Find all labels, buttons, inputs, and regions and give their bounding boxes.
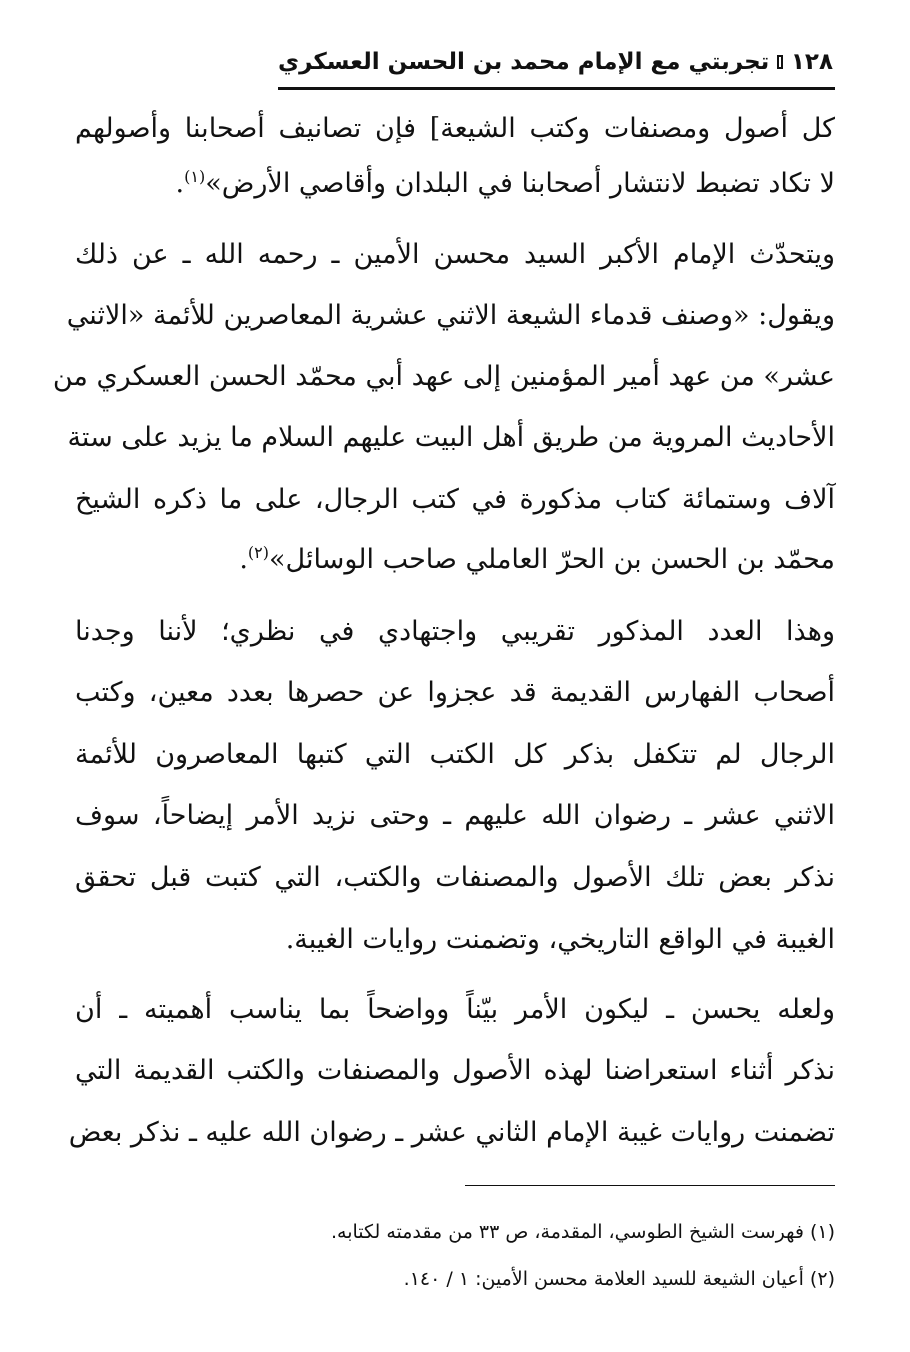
page-number: ١٢٨ <box>790 49 833 75</box>
body-line-17: تضمنت روايات غيبة الإمام الثاني عشر ـ رضوان الله عليه ـ نذكر بعض <box>68 1117 835 1148</box>
body-line-10: أصحاب الفهارس القديمة قد عجزوا عن حصرها بعدد معين، وكتب <box>75 677 835 708</box>
body-line-9: وهذا العدد المذكور تقريبي واجتهادي في نظري؛ لأننا وجدنا <box>75 616 835 647</box>
footnote-2: (٢) أعيان الشيعة للسيد العلامة محسن الأمين: ١ / ١٤٠. <box>403 1268 835 1290</box>
footnote-ref-2: (٢) <box>247 543 269 562</box>
body-line-12: الاثني عشر ـ رضوان الله عليهم ـ وحتى نزيد الأمر إيضاحاً، سوف <box>75 800 835 831</box>
body-line-2: لا تكاد تضبط لانتشار أصحابنا في البلدان وأقاصي الأرض»$^{(١)}$. <box>175 167 835 199</box>
book-title: تجربتي مع الإمام محمد بن الحسن العسكري <box>278 49 770 75</box>
line-text: لا تكاد تضبط لانتشار أصحابنا في البلدان وأقاصي الأرض» <box>205 168 835 199</box>
body-line-3: ويتحدّث الإمام الأكبر السيد محسن الأمين ـ رحمه الله ـ عن ذلك <box>75 239 835 270</box>
body-line-15: ولعله يحسن ـ ليكون الأمر بيّناً وواضحاً بما يناسب أهميته ـ أن <box>75 994 835 1025</box>
footnote-rule <box>465 1185 835 1186</box>
body-line-5: عشر» من عهد أمير المؤمنين إلى عهد أبي محمّد الحسن العسكري من <box>52 361 835 392</box>
header-rule <box>278 87 835 90</box>
body-line-11: الرجال لم تتكفل بذكر كل الكتب التي كتبها المعاصرون للأئمة <box>75 739 835 770</box>
body-line-4: ويقول: «وصنف قدماء الشيعة الاثني عشرية المعاصرين للأئمة «الاثني <box>66 300 835 331</box>
running-header <box>278 40 833 84</box>
body-line-13: نذكر بعض تلك الأصول والمصنفات والكتب، التي كتبت قبل تحقق <box>75 862 835 893</box>
footnote-ref-1: (١) <box>184 167 206 186</box>
body-line-7: آلاف وستمائة كتاب مذكورة في كتب الرجال، على ما ذكره الشيخ <box>75 484 835 515</box>
square-bullet-icon <box>777 55 783 69</box>
body-line-6: الأحاديث المروية من طريق أهل البيت عليهم السلام ما يزيد على ستة <box>67 422 835 453</box>
body-line-14: الغيبة في الواقع التاريخي، وتضمنت روايات الغيبة. <box>285 924 835 955</box>
body-line-16: نذكر أثناء استعراضنا لهذه الأصول والمصنفات والكتب القديمة التي <box>75 1055 835 1086</box>
line-text: محمّد بن الحسن بن الحرّ العاملي صاحب الوسائل» <box>269 544 835 575</box>
body-line-8: محمّد بن الحسن بن الحرّ العاملي صاحب الوسائل»$^{(٢)}$. <box>239 543 835 575</box>
footnote-1: (١) فهرست الشيخ الطوسي، المقدمة، ص ٣٣ من مقدمته لكتابه. <box>330 1221 835 1243</box>
body-line-1: كل أصول ومصنفات وكتب الشيعة] فإن تصانيف أصحابنا وأصولهم <box>75 113 835 144</box>
